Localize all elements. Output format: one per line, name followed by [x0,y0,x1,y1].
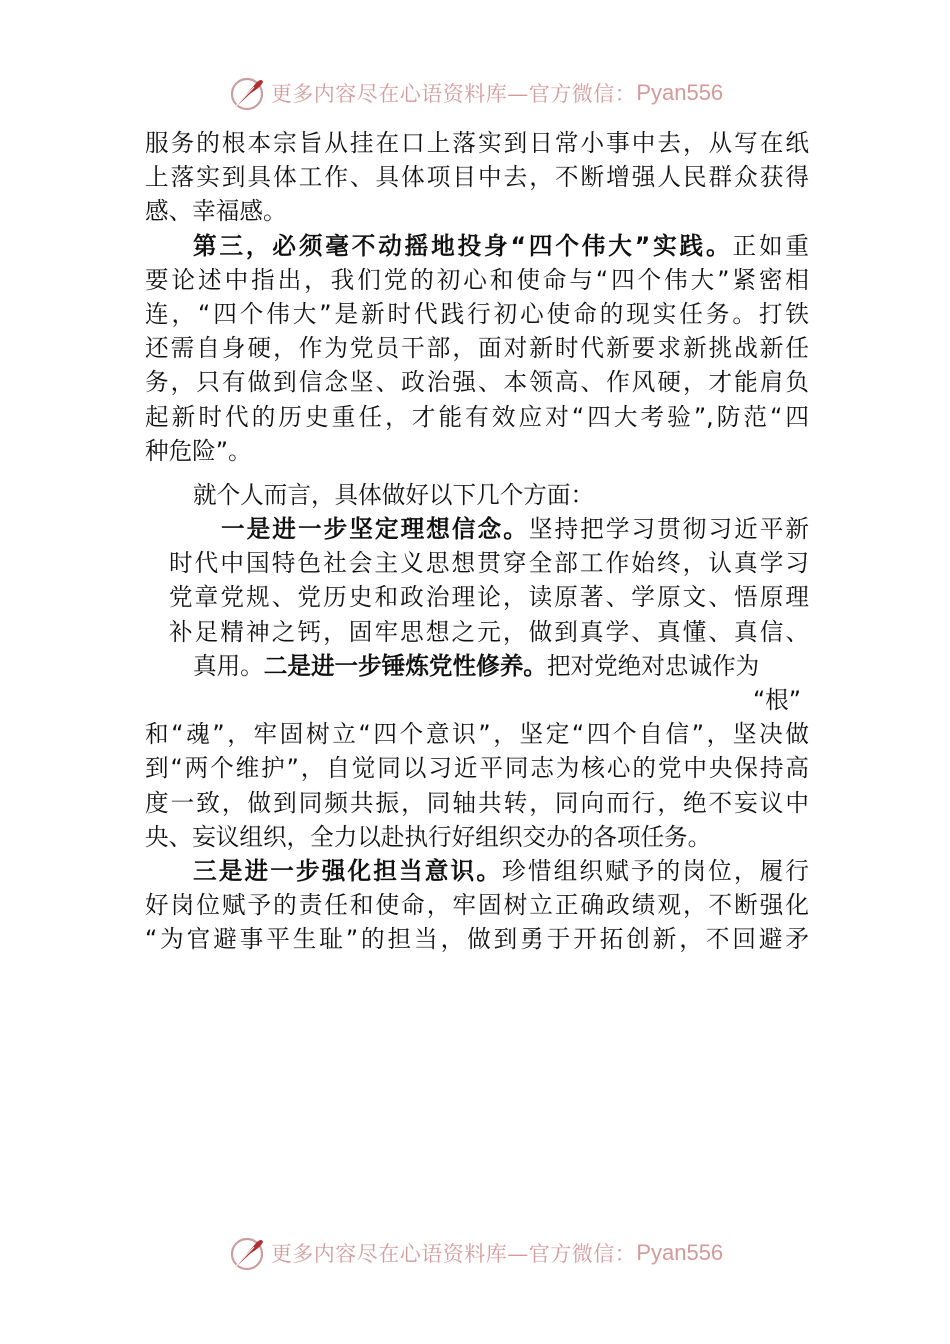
item-1 [145,512,809,683]
paragraph-2 [145,229,809,468]
paragraph-gap [145,468,809,478]
text-line: 服务的根本宗旨从挂在口上落实到日常小事中去，从写在纸 [145,129,809,157]
text-line: 时代中国特色社会主义思想贯穿全部工作始终，认真学习 [169,549,809,578]
watermark-text: 更多内容尽在心语资料库—官方微信： [270,82,637,106]
text-span: 珍惜组织赋予的岗位，履行 [502,856,810,885]
paragraph-1 [145,126,809,229]
footer-watermark [0,1228,950,1278]
intro-line: 就个人而言，具体做好以下几个方面： [193,480,595,509]
text-line: 到“两个维护”，自觉同以习近平同志为核心的党中央保持高 [145,754,809,783]
text-line: “为官避事平生耻”的担当，做到勇于开拓创新，不回避矛 [145,925,809,954]
text-line: 和“魂”，牢固树立“四个意识”，坚定“四个自信”，坚决做 [145,720,809,749]
text-line: 感、幸福感。 [145,197,287,226]
text-span: 正如重 [732,231,809,260]
text-line: 上落实到具体工作、具体项目中去，不断增强人民群众获得 [145,163,809,192]
text-line: 还需自身硬，作为党员干部，面对新时代新要求新挑战新任 [145,334,809,363]
text-line [145,854,809,888]
text-line: 好岗位赋予的责任和使命，牢固树立正确政绩观，不断强化 [145,891,809,920]
text-line: 党章党规、党历史和政治理论，读原著、学原文、悟原理 [169,583,809,612]
text-line [145,229,809,263]
text-line: 种危险”。 [145,436,252,465]
item-heading-3: 三是进一步强化担当意识。 [193,856,503,885]
text-line: 起新时代的历史重任，才能有效应对“四大考验”,防范“四 [145,402,809,431]
watermark-wechat-id: Pyan556 [636,1240,724,1265]
text-line: 务，只有做到信念坚、政治强、本领高、作风硬，才能肩负 [145,368,809,397]
quill-pen-seal-icon [227,73,267,113]
item-3 [145,854,809,957]
text-line [145,512,809,546]
text-span: 真用。 [193,651,264,680]
text-line: 度一致，做到同频共振，同轴共转，同向而行，绝不妄议中 [145,788,809,817]
header-watermark [0,68,950,118]
text-line: 连，“四个伟大”是新时代践行初心使命的现实任务。打铁 [145,299,809,328]
quill-pen-seal-icon [227,1233,267,1273]
watermark-wechat-id: Pyan556 [636,80,724,105]
text-span: 坚持把学习贯彻习近平新 [528,515,810,544]
text-span: 把对党绝对忠诚作为 [546,651,760,680]
item-heading-2: 二是进一步锤炼党性修养。 [263,651,547,680]
document-body [145,126,809,957]
watermark-text: 更多内容尽在心语资料库—官方微信： [270,1242,637,1266]
item-2 [145,683,809,854]
text-line: 补足精神之钙，固牢思想之元，做到真学、真懂、真信、 [169,617,809,646]
text-line: “根” [752,686,801,714]
text-line: 要论述中指出，我们党的初心和使命与“四个伟大”紧密相 [145,265,809,294]
text-line [145,649,809,683]
section-heading-third: 第三，必须毫不动摇地投身“四个伟大”实践。 [193,231,733,260]
text-line: 央、妄议组织，全力以赴执行好组织交办的各项任务。 [145,822,712,851]
item-heading-1: 一是进一步坚定理想信念。 [221,515,529,544]
